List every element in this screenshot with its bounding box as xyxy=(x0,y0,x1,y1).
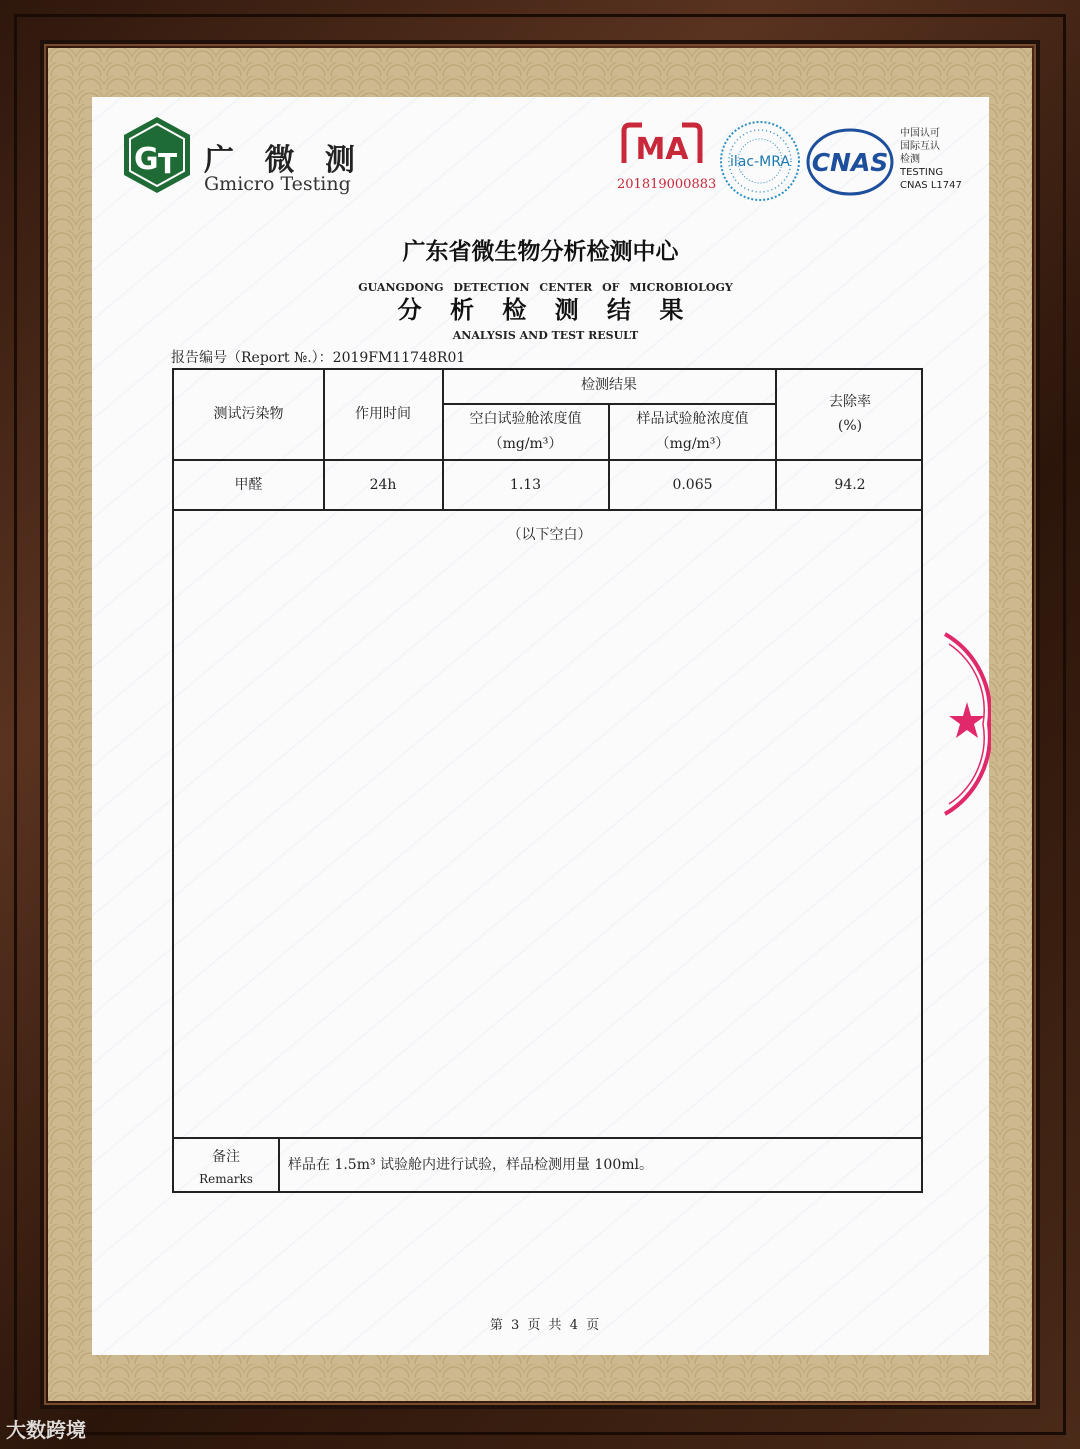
row-removal: 94.2 xyxy=(834,477,866,493)
cnas-label: CNAS xyxy=(811,148,889,177)
page-number: 第 3 页 共 4 页 xyxy=(489,1318,602,1333)
blank-below-note: （以下空白） xyxy=(507,527,592,543)
header-blank-conc: 空白试验舱浓度值 xyxy=(469,411,582,427)
header-sample-unit: （mg/m³） xyxy=(655,436,730,452)
row-pollutant: 甲醛 xyxy=(234,477,263,493)
ilac-label: ilac-MRA xyxy=(730,154,790,170)
cnas-accreditation-text: 中国认可 国际互认 检测 TESTING CNAS L1747 xyxy=(900,128,962,191)
header-removal: 去除率 xyxy=(829,394,871,410)
svg-text:G: G xyxy=(134,142,159,177)
header-blank-unit: （mg/m³） xyxy=(488,436,563,452)
logo-english-name: Gmicro Testing xyxy=(204,173,351,195)
header-time: 作用时间 xyxy=(355,406,411,422)
remarks-label: 备注 Remarks xyxy=(199,1149,253,1186)
report-number: 报告编号（Report №.）：2019FM11748R01 xyxy=(171,350,466,366)
logo-chinese-name: 广 微 测 xyxy=(204,143,365,178)
watermark-text: 大数跨境 xyxy=(6,1418,86,1442)
cma-label: MA xyxy=(635,132,689,167)
report-subtitle-en: ANALYSIS AND TEST RESULT xyxy=(452,329,639,342)
header-pollutant: 测试污染物 xyxy=(213,406,284,422)
seal-stamp-icon xyxy=(943,632,991,817)
header-sample-conc: 样品试验舱浓度值 xyxy=(636,411,749,427)
ilac-mra-icon xyxy=(718,119,802,203)
header-result: 检测结果 xyxy=(581,377,637,393)
report-page xyxy=(92,97,989,1355)
cnas-logo-icon xyxy=(806,127,894,197)
center-title-en: GUANGDONG DETECTION CENTER OF MICROBIOLOGY xyxy=(358,281,733,294)
cma-number: 201819000883 xyxy=(617,177,717,192)
row-time: 24h xyxy=(369,477,397,493)
svg-text:T: T xyxy=(158,147,178,180)
gmicro-logo-icon xyxy=(122,115,192,195)
header-removal-unit: (%) xyxy=(837,418,863,434)
results-table xyxy=(172,368,923,1193)
center-title-cn: 广东省微生物分析检测中心 xyxy=(402,238,679,265)
remarks-text: 样品在 1.5m³ 试验舱内进行试验，样品检测用量 100ml。 xyxy=(288,1157,653,1173)
row-sample-conc: 0.065 xyxy=(672,477,713,493)
row-blank-conc: 1.13 xyxy=(509,477,542,493)
report-subtitle-cn: 分 析 检 测 结 果 xyxy=(397,295,694,324)
cma-mark-icon xyxy=(620,121,704,171)
